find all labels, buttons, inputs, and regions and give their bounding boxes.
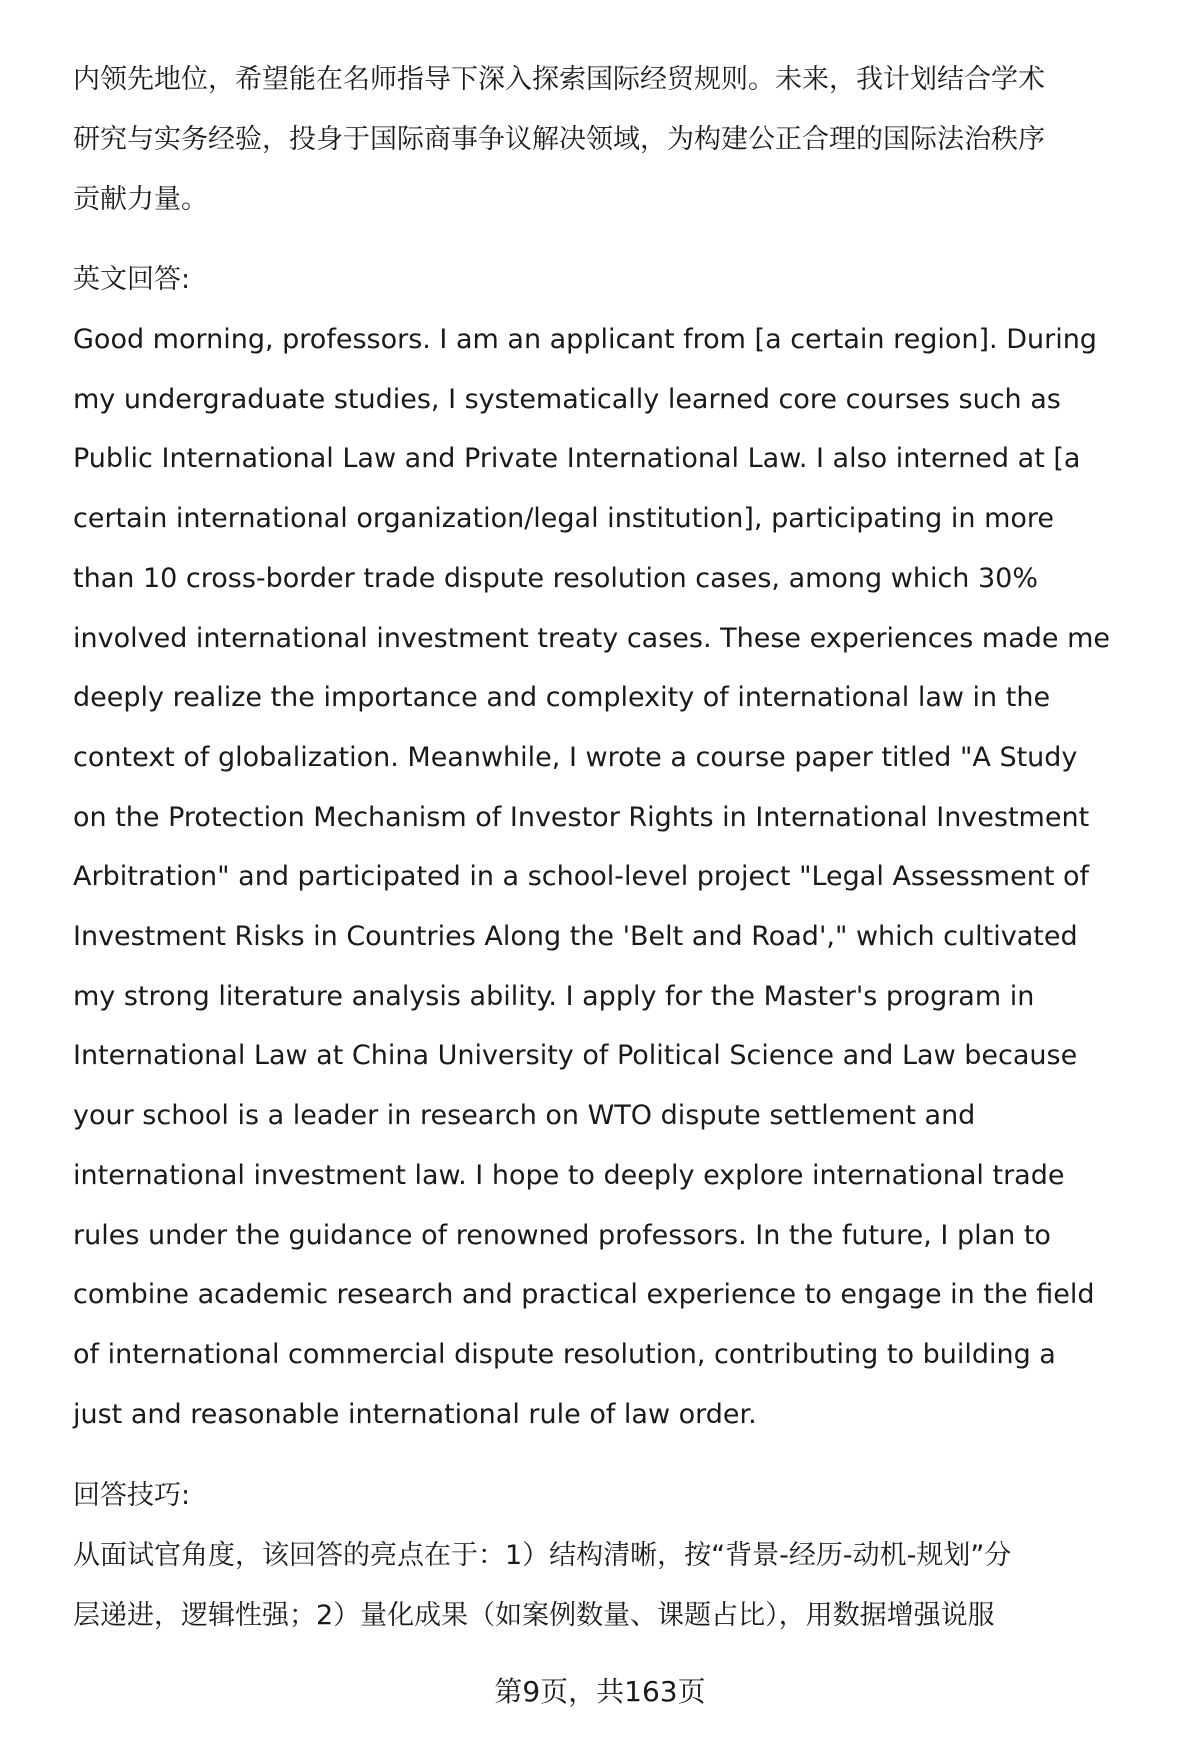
- english-line: your school is a leader in research on WTO dispute settlement and: [73, 1100, 976, 1132]
- page-number-footer: 第9页，共163页: [494, 1675, 706, 1708]
- answer-tips-paragraph: [73, 1526, 1143, 1646]
- intro-line-2: 研究与实务经验，投身于国际商事争议解决领域，为构建公正合理的国际法治秩序: [73, 124, 1045, 155]
- english-line: Investment Risks in Countries Along the 'Belt and Road'," which cultivated: [73, 921, 1078, 953]
- english-line: my strong literature analysis ability. I apply for the Master's program in: [73, 980, 1035, 1012]
- english-line: my undergraduate studies, I systematically learned core courses such as: [73, 383, 1061, 415]
- english-answer-paragraph: [73, 310, 1143, 1444]
- english-line: than 10 cross-border trade dispute resolution cases, among which 30%: [73, 562, 1039, 594]
- english-line: International Law at China University of Political Science and Law because: [73, 1040, 1078, 1072]
- intro-line-3: 贡献力量。: [73, 184, 208, 215]
- tips-line-2: 层递进，逻辑性强；2）量化成果（如案例数量、课题占比），用数据增强说服: [73, 1600, 995, 1632]
- english-line: certain international organization/legal institution], participating in more: [73, 503, 1055, 535]
- english-line: rules under the guidance of renowned professors. In the future, I plan to: [73, 1219, 1051, 1251]
- english-line: context of globalization. Meanwhile, I wrote a course paper titled "A Study: [73, 741, 1078, 773]
- english-line: on the Protection Mechanism of Investor Rights in International Investment: [73, 801, 1090, 833]
- page-content: [73, 50, 1143, 1646]
- tips-line-1: 从面试官角度，该回答的亮点在于：1）结构清晰，按“背景-经历-动机-规划”分: [73, 1540, 1012, 1572]
- english-line: international investment law. I hope to deeply explore international trade: [73, 1159, 1065, 1191]
- english-line: involved international investment treaty cases. These experiences made me: [73, 622, 1110, 654]
- english-line: of international commercial dispute resolution, contributing to building a: [73, 1338, 1056, 1370]
- answer-tips-heading: 回答技巧:: [73, 1480, 191, 1512]
- intro-paragraph: [73, 50, 1143, 230]
- english-line: just and reasonable international rule of law order.: [73, 1398, 757, 1430]
- english-line: deeply realize the importance and complexity of international law in the: [73, 682, 1051, 714]
- english-line: Good morning, professors. I am an applicant from [a certain region]. During: [73, 324, 1097, 355]
- intro-line-1: 内领先地位，希望能在名师指导下深入探索国际经贸规则。未来，我计划结合学术: [73, 64, 1045, 95]
- english-line: combine academic research and practical experience to engage in the field: [73, 1279, 1095, 1311]
- english-answer-heading: 英文回答:: [73, 264, 191, 295]
- english-line: Public International Law and Private International Law. I also interned at [a: [73, 443, 1081, 475]
- english-line: Arbitration" and participated in a school-level project "Legal Assessment of: [73, 861, 1090, 893]
